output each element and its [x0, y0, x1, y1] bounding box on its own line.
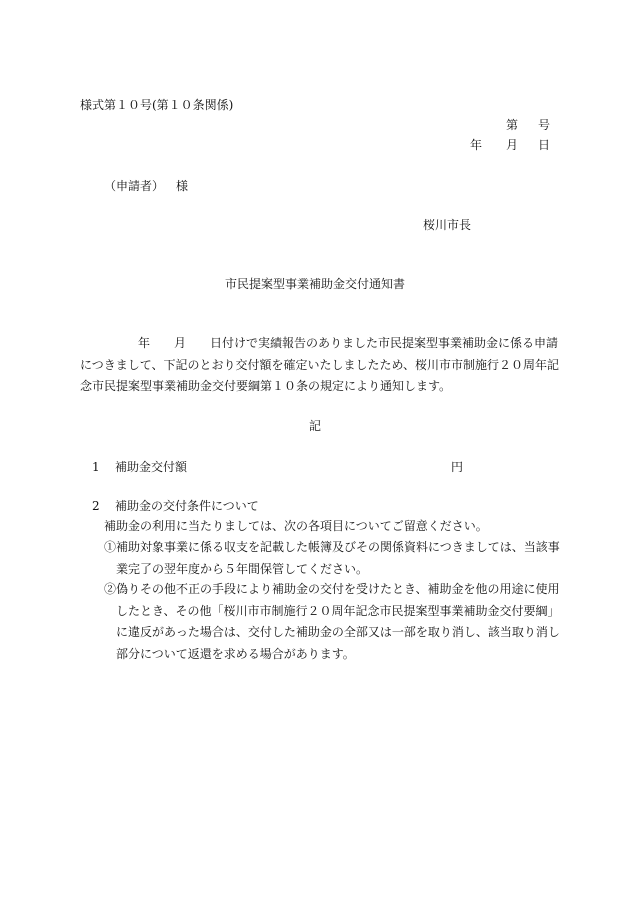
number-go: 号 [538, 118, 551, 132]
intro-month: 月 [174, 336, 187, 350]
intro-paragraph [80, 336, 560, 402]
issuer: 桜川市長 [423, 218, 472, 232]
intro-line-1 [80, 336, 559, 359]
item-1-unit: 円 [451, 460, 464, 474]
recipient-honorific: 様 [176, 179, 189, 193]
date-year: 年 [470, 138, 483, 152]
item-2-number: 2 [92, 499, 100, 513]
condition-1-line-1: ①補助対象事業に係る収支を記載した帳簿及びその関係資料につきましては、当該事 [104, 540, 560, 554]
number-dai: 第 [506, 118, 519, 132]
condition-2-line-4: 部分について返還を求める場合があります。 [116, 646, 355, 661]
item-2-note: 補助金の利用に当たりましては、次の各項目についてご留意ください。 [104, 519, 488, 533]
document-title: 市民提案型事業補助金交付通知書 [224, 277, 405, 291]
intro-line-1-text: 日付けで実績報告のありました市民提案型事業補助金に係る申請 [210, 336, 559, 350]
item-2-label: 補助金の交付条件について [115, 499, 259, 513]
intro-line-2: につきまして、下記のとおり交付額を確定いたしましたため、桜川市市制施行２０周年記 [80, 357, 560, 372]
intro-year: 年 [138, 336, 151, 350]
recipient-label: （申請者） [104, 179, 165, 193]
date-month: 月 [506, 138, 519, 152]
condition-1 [104, 540, 560, 584]
condition-2-line-3: に違反があった場合は、交付した補助金の全部又は一部を取り消し、該当取り消し [116, 625, 560, 639]
item-1-number: 1 [92, 460, 100, 474]
ki-heading: 記 [308, 419, 321, 433]
condition-2 [104, 582, 560, 669]
form-number: 様式第１０号(第１０条関係) [80, 98, 234, 112]
condition-2-line-1: ②偽りその他不正の手段により補助金の交付を受けたとき、補助金を他の用途に使用 [104, 582, 560, 596]
recipient [104, 180, 188, 192]
item-1-label: 補助金交付額 [115, 460, 188, 474]
condition-1-line-2: 業完了の翌年度から５年間保管してください。 [116, 561, 369, 576]
date-day: 日 [538, 138, 551, 152]
intro-line-3: 念市民提案型事業補助金交付要綱第１０条の規定により通知します。 [80, 379, 452, 393]
condition-2-line-2: したとき、その他「桜川市市制施行２０周年記念市民提案型事業補助金交付要綱」 [116, 603, 560, 618]
